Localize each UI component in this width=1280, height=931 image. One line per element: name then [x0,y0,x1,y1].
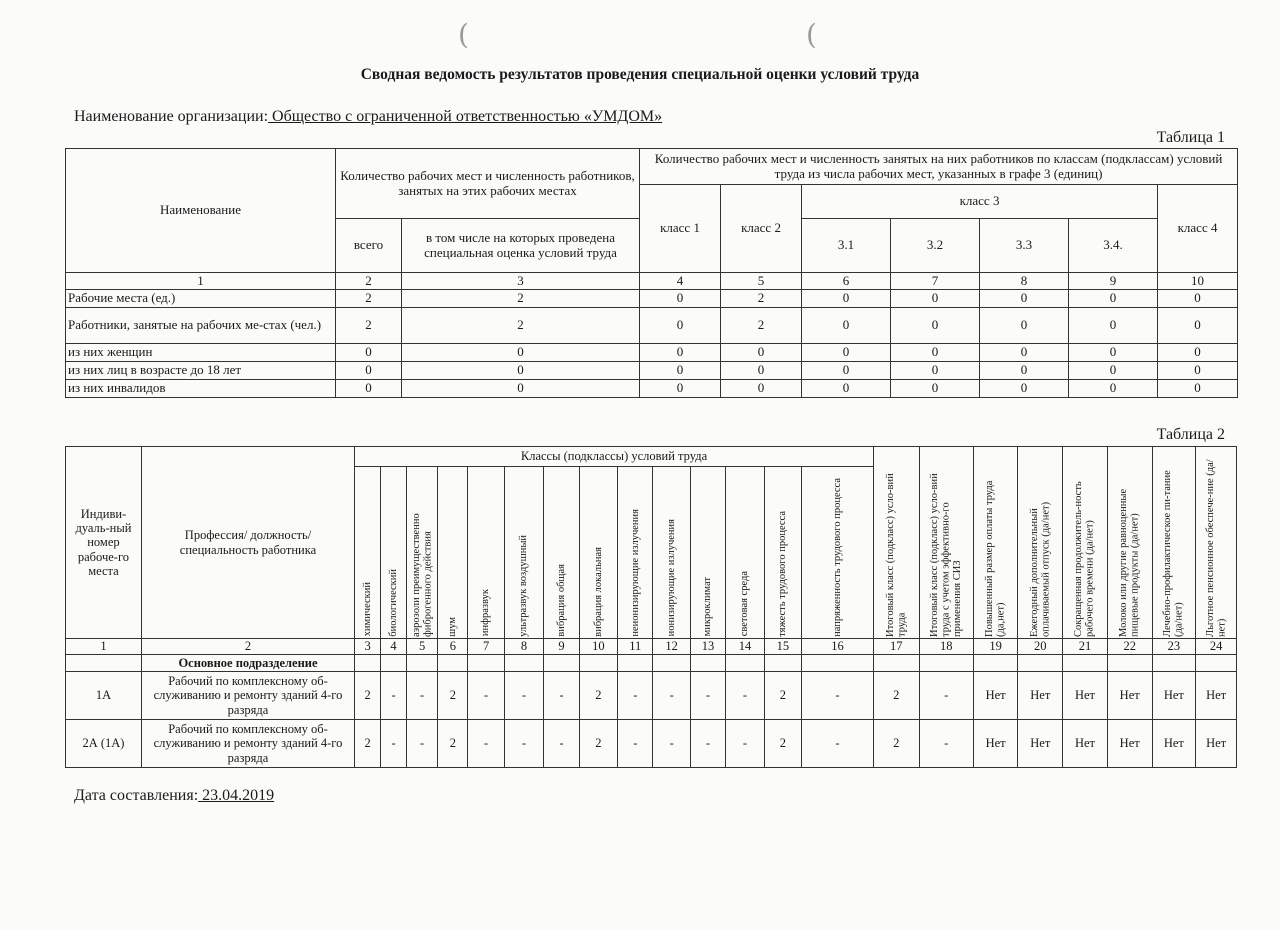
cell-value: 0 [1158,290,1238,308]
cell-value: - [919,672,973,720]
cell-value: 0 [721,344,802,362]
header-factor-label: напряженность трудового процесса [831,477,843,637]
cell-value: 0 [1158,344,1238,362]
cell-value: 2 [873,720,919,768]
profession: Рабочий по комплексному об-служиванию и ремонту зданий 4-го разряда [141,672,354,720]
col-number: 9 [1069,273,1158,290]
col-number: 14 [726,639,764,655]
cell-value: - [468,720,504,768]
header-factor [802,467,874,639]
header-factor-label: неионизирующие излучения [629,508,641,637]
header-class3: класс 3 [802,185,1158,219]
cell-value: Нет [1152,720,1196,768]
cell-value: 0 [721,380,802,398]
cell-value: 2 [579,720,617,768]
header-factor [726,467,764,639]
cell-value: 2 [764,672,801,720]
header-factor-label: шум [447,616,459,637]
cell-value: 0 [640,290,721,308]
cell-value: 0 [1069,308,1158,344]
section-empty [653,655,690,672]
header-factor [579,467,617,639]
row-label: из них лиц в возрасте до 18 лет [66,362,336,380]
table-row [66,290,1238,308]
cell-value: 2 [402,290,640,308]
cell-value: - [653,720,690,768]
cell-value: 0 [802,380,891,398]
table-row [66,720,1237,768]
cell-value: Нет [1063,672,1108,720]
cell-value: 0 [721,362,802,380]
col-number: 3 [355,639,381,655]
header-factor-wrap [357,469,378,637]
cell-value: 0 [1158,362,1238,380]
cell-value: 0 [802,362,891,380]
cell-value: - [381,672,407,720]
header-extra-label: Сокращенная продолжитель-ность рабочего времени (да/нет) [1073,480,1096,637]
cell-value: Нет [1018,720,1063,768]
header-factor-label: инфразвук [480,589,492,637]
cell-value: - [407,720,438,768]
col-number: 22 [1107,639,1152,655]
cell-value: - [618,720,653,768]
header-factor-wrap [470,469,501,637]
header-class4: класс 4 [1158,185,1238,273]
cell-value: Нет [1196,672,1237,720]
header-sub-3-4: 3.4. [1069,219,1158,273]
header-factor-wrap [507,469,542,637]
col-number: 23 [1152,639,1196,655]
section-empty [381,655,407,672]
header-factor-label: аэрозоли преимущественно фиброгенного действия [410,512,434,637]
cell-value: 0 [1158,380,1238,398]
header-sub-3-2: 3.2 [891,219,980,273]
header-extra-label: Ежегодный дополнительный оплачиваемый отпуск (да/нет) [1028,501,1052,637]
header-factor [690,467,725,639]
col-number: 5 [407,639,438,655]
col-number: 21 [1063,639,1108,655]
table1-caption: Таблица 1 [1156,129,1225,146]
section-empty [544,655,579,672]
header-extra-wrap [1110,449,1150,637]
col-number: 13 [690,639,725,655]
col-number: 11 [618,639,653,655]
header-extra-label: Льготное пенсионное обеспече-ние (да/нет) [1204,458,1228,637]
cell-value: Нет [1196,720,1237,768]
header-factor-label: тяжесть трудового процесса [777,510,789,637]
cell-value: - [690,672,725,720]
header-condition-classes: Классы (подклассы) условий труда [355,447,874,467]
header-factor-label: вибрация общая [555,563,567,637]
section-empty [1196,655,1237,672]
cell-value: 0 [980,380,1069,398]
header-factor-wrap [440,469,465,637]
cell-value: 0 [980,362,1069,380]
col-number: 1 [66,639,142,655]
cell-value: 2 [873,672,919,720]
header-workplaces: Количество рабочих мест и численность работников, занятых на этих рабочих местах [336,149,640,219]
cell-value: - [726,672,764,720]
header-extra-wrap [976,449,1016,637]
cell-value: 0 [980,344,1069,362]
col-number: 15 [764,639,801,655]
col-number: 1 [66,273,336,290]
cell-value: - [468,672,504,720]
header-sub-3-1: 3.1 [802,219,891,273]
cell-value: 2 [721,308,802,344]
cell-value: 0 [1069,362,1158,380]
section-empty [438,655,468,672]
header-total: всего [336,219,402,273]
workplace-table [65,446,1237,768]
cell-value: Нет [973,672,1018,720]
header-factor-wrap [767,469,799,637]
col-number: 10 [1158,273,1238,290]
cell-value: 0 [336,344,402,362]
row-label: из них женщин [66,344,336,362]
date-value: 23.04.2019 [198,787,275,804]
section-empty [355,655,381,672]
header-extra-label: Молоко или другие равноценные пищевые продукты (да/нет) [1118,488,1141,637]
cell-value: 2 [438,720,468,768]
header-factor-label: световая среда [739,571,751,637]
col-number: 4 [381,639,407,655]
cell-value: 2 [355,672,381,720]
cell-value: 0 [891,344,980,362]
cell-value: 2 [336,308,402,344]
cell-value: Нет [1107,720,1152,768]
col-number: 8 [504,639,544,655]
cell-value: 0 [1069,290,1158,308]
cell-value: - [919,720,973,768]
cell-value: Нет [1063,720,1108,768]
cell-value: 0 [640,344,721,362]
header-assessed: в том числе на которых проведена специальная оценка условий труда [402,219,640,273]
cell-value: - [802,672,874,720]
header-factor [381,467,407,639]
header-factor [355,467,381,639]
section-empty [690,655,725,672]
row-label: Рабочие места (ед.) [66,290,336,308]
header-extra [919,447,973,639]
cell-value: 0 [336,362,402,380]
col-number: 2 [336,273,402,290]
header-extra-wrap [1198,449,1234,637]
section-empty [468,655,504,672]
section-empty [764,655,801,672]
header-factor [653,467,690,639]
section-empty [1152,655,1196,672]
section-row [66,655,1237,672]
cell-value: - [381,720,407,768]
cell-value: - [504,720,544,768]
cell-value: 0 [640,380,721,398]
cell-value: 0 [1158,308,1238,344]
cell-value: Нет [1152,672,1196,720]
header-factor-wrap [546,469,576,637]
cell-value: Нет [1107,672,1152,720]
header-factor-label: вибрация локальная [592,546,604,637]
section-empty [973,655,1018,672]
col-number: 17 [873,639,919,655]
cell-value: - [618,672,653,720]
table-row [66,362,1238,380]
header-factor-wrap [582,469,615,637]
col-number: 4 [640,273,721,290]
header-extra-label: Итоговый класс (подкласс) усло-вий труда с учетом эффективно-го применения СИЗ [928,472,963,637]
header-factor [407,467,438,639]
header-extra [873,447,919,639]
col-number: 10 [579,639,617,655]
cell-value: 0 [402,362,640,380]
header-extra-label: Лечебно-профилактическое пи-тание (да/нет) [1162,469,1185,637]
header-factor-wrap [804,469,871,637]
header-factor-label: ультразвук воздушный [518,534,530,637]
document-title: Сводная ведомость результатов проведения специальной оценки условий труда [360,66,920,83]
scan-mark: ( [806,18,817,51]
cell-value: 0 [1069,344,1158,362]
cell-value: - [544,720,579,768]
header-factor [468,467,504,639]
section-label: Основное подразделение [141,655,354,672]
cell-value: Нет [973,720,1018,768]
header-factor-wrap [620,469,650,637]
header-factor-wrap [409,469,435,637]
header-factor-wrap [655,469,687,637]
cell-value: 0 [802,308,891,344]
workplace-id: 1А [66,672,142,720]
cell-value: - [802,720,874,768]
organization-label: Наименование организации: [74,108,269,125]
header-factor-wrap [693,469,723,637]
col-number: 9 [544,639,579,655]
cell-value: - [690,720,725,768]
cell-value: 0 [640,362,721,380]
cell-value: 0 [402,344,640,362]
cell-value: 0 [891,380,980,398]
header-factor-label: биологический [387,568,399,637]
organization-name: Общество с ограниченной ответственностью «УМДОМ» [268,108,663,125]
col-number: 24 [1196,639,1237,655]
cell-value: 0 [640,308,721,344]
header-extra [1018,447,1063,639]
header-factor-label: химический [361,582,373,637]
section-empty [1063,655,1108,672]
workplace-id: 2А (1А) [66,720,142,768]
date-label: Дата составления: [74,787,199,804]
cell-value: 0 [891,308,980,344]
header-extra-wrap [1020,449,1060,637]
header-class2: класс 2 [721,185,802,273]
header-factor-label: ионизирующие излучения [665,519,677,637]
cell-value: 0 [891,290,980,308]
cell-value: 0 [402,380,640,398]
cell-value: 2 [402,308,640,344]
header-factor-label: микроклимат [702,577,714,637]
section-empty [873,655,919,672]
header-extra-wrap [1155,449,1194,637]
header-extra [1063,447,1108,639]
section-empty [1018,655,1063,672]
header-workplace-id: Индиви-дуаль-ный номер рабоче-го места [66,447,142,639]
cell-value: Нет [1018,672,1063,720]
section-empty [726,655,764,672]
col-number: 2 [141,639,354,655]
col-number: 6 [802,273,891,290]
section-empty [66,655,142,672]
cell-value: 2 [721,290,802,308]
section-empty [1107,655,1152,672]
header-extra-wrap [922,449,971,637]
cell-value: - [726,720,764,768]
col-number: 7 [891,273,980,290]
section-empty [504,655,544,672]
header-extra-wrap [876,449,917,637]
table-row [66,672,1237,720]
cell-value: - [653,672,690,720]
header-factor-wrap [383,469,404,637]
header-class1: класс 1 [640,185,721,273]
header-extra [973,447,1018,639]
organization-line [74,108,662,126]
table-row [66,344,1238,362]
header-extra [1196,447,1237,639]
cell-value: 0 [802,290,891,308]
header-extra [1107,447,1152,639]
section-empty [407,655,438,672]
cell-value: 0 [802,344,891,362]
cell-value: 2 [579,672,617,720]
scan-mark: ( [458,18,469,51]
col-number: 16 [802,639,874,655]
header-factor-wrap [728,469,761,637]
summary-table [65,148,1238,398]
table-row [66,308,1238,344]
cell-value: 2 [355,720,381,768]
date-line [74,787,274,805]
section-empty [618,655,653,672]
header-extra-wrap [1065,449,1105,637]
profession: Рабочий по комплексному об-служиванию и ремонту зданий 4-го разряда [141,720,354,768]
cell-value: 2 [336,290,402,308]
header-factor [618,467,653,639]
header-extra [1152,447,1196,639]
row-label: из них инвалидов [66,380,336,398]
cell-value: 0 [980,290,1069,308]
header-factor [438,467,468,639]
table-row [66,380,1238,398]
header-name: Наименование [66,149,336,273]
header-sub-3-3: 3.3 [980,219,1069,273]
cell-value: 0 [980,308,1069,344]
col-number: 18 [919,639,973,655]
header-extra-label: Повышенный размер оплаты труда (да,нет) [984,480,1007,637]
cell-value: - [407,672,438,720]
header-extra-label: Итоговый класс (подкласс) усло-вий труда [884,472,908,637]
header-factor [764,467,801,639]
col-number: 5 [721,273,802,290]
cell-value: - [504,672,544,720]
col-number: 8 [980,273,1069,290]
section-empty [919,655,973,672]
cell-value: - [544,672,579,720]
cell-value: 0 [1069,380,1158,398]
col-number: 20 [1018,639,1063,655]
row-label: Работники, занятые на рабочих ме-стах (чел.) [66,308,336,344]
cell-value: 2 [764,720,801,768]
col-number: 7 [468,639,504,655]
col-number: 6 [438,639,468,655]
header-factor [504,467,544,639]
header-profession: Профессия/ должность/ специальность работника [141,447,354,639]
cell-value: 2 [438,672,468,720]
col-number: 3 [402,273,640,290]
section-empty [802,655,874,672]
cell-value: 0 [336,380,402,398]
col-number: 19 [973,639,1018,655]
header-factor [544,467,579,639]
cell-value: 0 [891,362,980,380]
table2-caption: Таблица 2 [1156,426,1225,443]
header-by-class: Количество рабочих мест и численность занятых на них работников по классам (подклассам) условий труда из числа рабочих мест, указанных в графе 3 (единиц) [640,149,1238,185]
col-number: 12 [653,639,690,655]
section-empty [579,655,617,672]
